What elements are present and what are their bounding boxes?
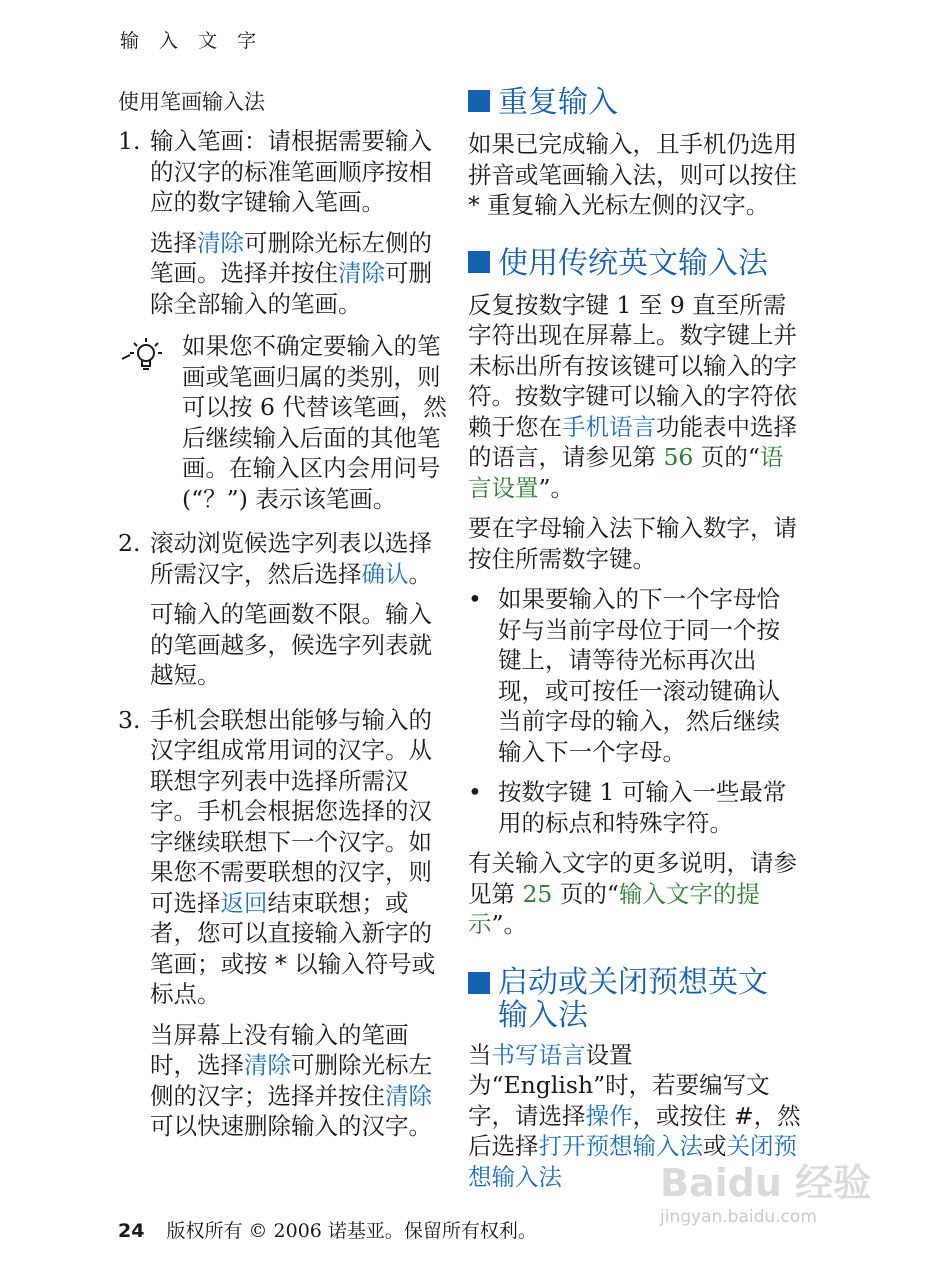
options-link[interactable]: 操作 [585,1101,633,1130]
section-heading-traditional-english [468,247,802,280]
text-span: 设置为“English”时，若要编写文字，请选择 [468,1040,770,1130]
text-span: ”。 [491,910,528,938]
text-span: ”。 [538,473,575,502]
phone-language-link[interactable]: 手机语言 [562,412,656,441]
left-column [118,86,450,1142]
bullet-marker: • [468,778,482,806]
predictive-off-link[interactable]: 关闭预想输入法 [468,1132,797,1191]
text-span: 选择 [150,228,197,257]
writing-language-link[interactable]: 书写语言 [491,1040,586,1069]
copyright-text: 版权所有 © 2006 诺基亚。保留所有权利。 [166,1220,537,1242]
watermark [660,1152,871,1227]
text-span: 结束联想；或者，您可以直接输入新字的笔画；或按 * 以输入符号或标点。 [150,888,436,1008]
list-item-note [150,228,450,320]
language-settings-link[interactable]: 语言设置 [468,443,784,502]
heading-text: 启动或关闭预想英文 [498,964,768,1000]
text-span: 可删除光标左侧的汉字；选择并按住 [150,1051,432,1110]
paragraph: 要在字母输入法下输入数字，请按住所需数字键。 [468,514,797,573]
list-marker: 2. [118,529,141,557]
watermark-logo: Baidu 经验 [660,1161,872,1205]
list-item-text [150,528,450,589]
bullet-text: 按数字键 1 可输入一些最常用的标点和特殊字符。 [498,778,787,837]
bullet-marker: • [468,585,482,613]
text-span: 当屏幕上没有输入的笔画时，选择 [150,1020,409,1079]
running-header: 输 入 文 字 [120,30,264,52]
confirm-link[interactable]: 确认 [361,559,409,588]
back-link[interactable]: 返回 [220,888,268,917]
square-bullet-icon [468,90,490,112]
text-span: 可删除全部输入的笔画。 [150,259,432,318]
text-span: 或 [703,1132,727,1160]
list-item-note [150,1020,450,1142]
text-span: 有关输入文字的更多说明，请参见第 [468,849,797,908]
clear-link[interactable]: 清除 [338,259,385,287]
text-span: 。 [408,559,432,588]
page-ref[interactable]: 56 [663,443,694,471]
text-span: 页的“ [693,443,760,471]
lightbulb-icon [118,335,164,385]
list-item-note: 可输入的笔画数不限。输入的笔画越多，候选字列表就越短。 [150,600,432,689]
clear-link[interactable]: 清除 [244,1051,291,1079]
section-heading-predictive-input [468,966,802,1032]
text-span: 可以快速删除输入的汉字。 [150,1112,432,1140]
subsection-heading: 使用笔画输入法 [118,90,265,114]
page-number: 24 [118,1220,145,1242]
tip-note [118,331,450,514]
clear-link[interactable]: 清除 [385,1081,432,1110]
text-span: 反复按数字键 1 至 9 直至所需字符出现在屏幕上。数字键上并未标出所有按该键可以输入的字符。按数字键可以输入的字符依赖于您在 [468,290,797,441]
page-footer [118,1216,537,1243]
text-span: 手机会联想出能够与输入的汉字组成常用词的汉字。从联想字列表中选择所需汉字。手机会根据您选择的汉字继续联想下一个汉字。如果您不需要联想的汉字，则可选择 [150,705,432,917]
bullet-text: 如果要输入的下一个字母恰好与当前字母位于同一个按键上，请等待光标再次出现，或可按任一滚动键确认当前字母的输入，然后继续输入下一个字母。 [498,585,780,766]
list-item-3 [118,705,450,1142]
page-ref[interactable]: 25 [522,879,553,908]
tip-text: 如果您不确定要输入的笔画或笔画归属的类别，则可以按 6 代替该笔画，然后继续输入后面的其他笔画。在输入区内会用问号 (“？”) 表示该笔画。 [182,332,447,513]
input-tips-link[interactable]: 输入文字的提示 [468,879,760,938]
list-marker: 1. [118,127,141,155]
heading-text: 使用传统英文输入法 [498,245,768,281]
bullet-item [468,777,802,838]
clear-link[interactable]: 清除 [197,228,244,257]
text-span: 可删除光标左侧的笔画。选择并按住 [150,228,432,287]
text-span: ，或按住 #，然后选择 [468,1101,801,1160]
list-item-text [150,705,450,1010]
bullet-item [468,584,802,767]
list-item-1 [118,126,450,319]
heading-text: 输入法 [498,997,588,1033]
text-span: 当 [468,1040,492,1069]
heading-text: 重复输入 [498,85,618,120]
text-span: 页的“ [552,879,619,908]
paragraph: 如果已完成输入，且手机仍选用拼音或笔画输入法，则可以按住 * 重复输入光标左侧的汉字。 [468,130,797,219]
paragraph [468,290,802,504]
watermark-url: jingyan.baidu.com [660,1207,817,1227]
square-bullet-icon [468,972,490,994]
right-column [468,86,802,1192]
list-item-text: 输入笔画：请根据需要输入的汉字的标准笔画顺序按相应的数字键输入笔画。 [150,127,432,216]
section-heading-repeat-input [468,86,802,119]
square-bullet-icon [468,251,490,273]
list-marker: 3. [118,705,141,734]
paragraph [468,848,802,940]
predictive-on-link[interactable]: 打开预想输入法 [538,1132,703,1160]
text-span: 滚动浏览候选字列表以选择所需汉字，然后选择 [150,529,432,588]
text-span: 功能表中选择的语言，请参见第 [468,412,797,471]
list-item-2 [118,528,450,691]
